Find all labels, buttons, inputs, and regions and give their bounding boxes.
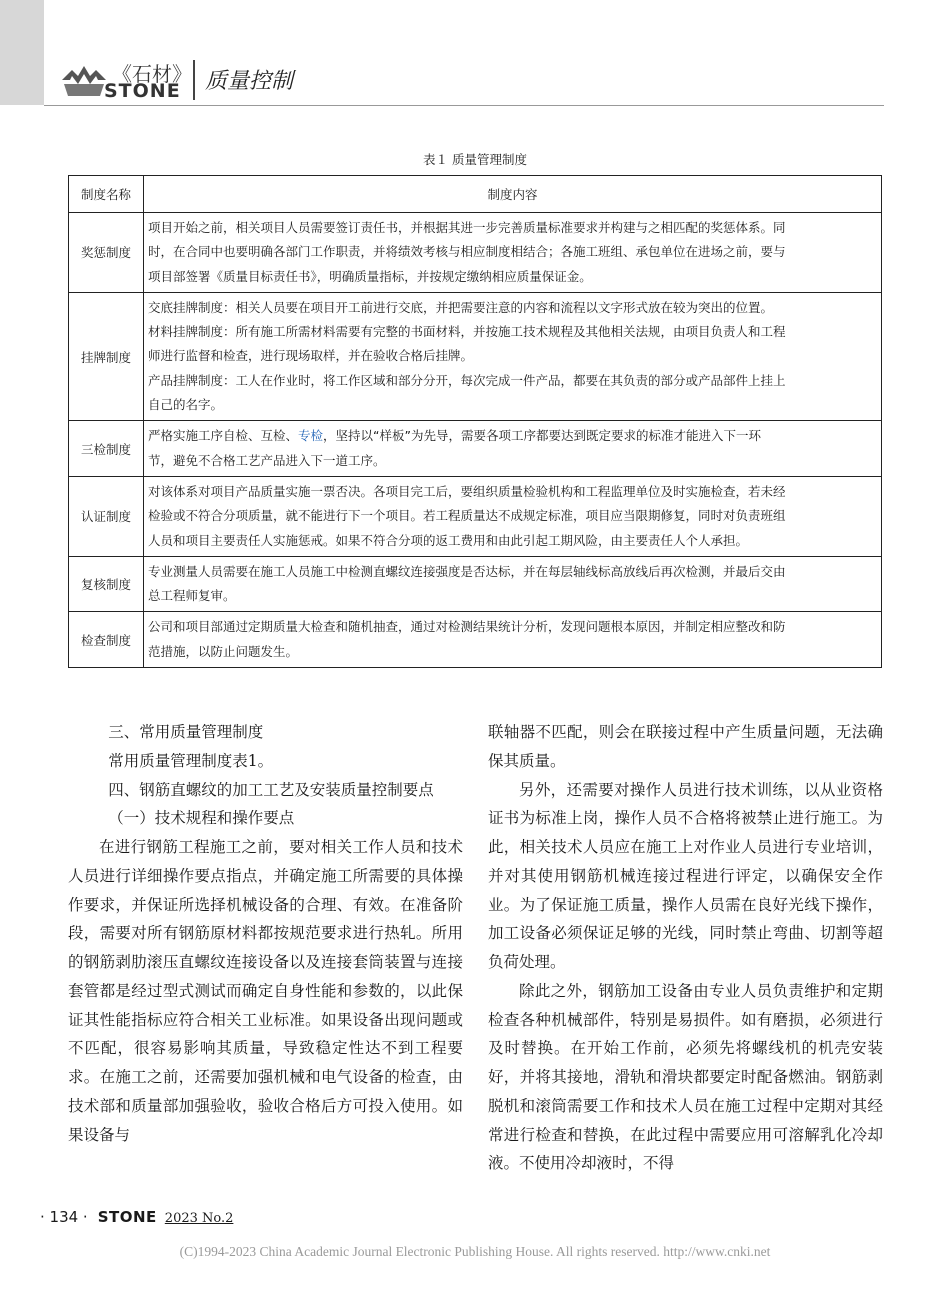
body-column-left [68, 718, 463, 1149]
table-row [69, 612, 882, 668]
content-line: 对该体系对项目产品质量实施一票否决。各项目完工后，要组织质量检验机构和工程监理单位及时实施检查，若未经 [148, 483, 786, 499]
keyword-link[interactable]: 专检 [298, 428, 324, 444]
row-name: 复核制度 [69, 556, 144, 612]
copyright-notice: (C)1994-2023 China Academic Journal Electronic Publishing House. All rights reserved. http://www.cnki.net [179, 1244, 771, 1259]
paragraph: 联轴器不匹配，则会在联接过程中产生质量问题，无法确保其质量。 [488, 723, 883, 770]
row-content [144, 213, 882, 293]
content-line: 项目开始之前，相关项目人员需要签订责任书，并根据其进一步完善质量标准要求并构建与之相匹配的奖惩体系。同 [148, 220, 786, 235]
content-line: 公司和项目部通过定期质量大检查和随机抽查，通过对检测结果统计分析，发现问题根本原因，并制定相应整改和防 [148, 619, 786, 635]
table-row [69, 213, 882, 293]
content-line: 项目部签署《质量目标责任书》，明确质量指标，并按规定缴纳相应质量保证金。 [148, 268, 592, 284]
section-heading: 三、常用质量管理制度 [108, 723, 264, 741]
table-row [69, 421, 882, 477]
paragraph: 除此之外，钢筋加工设备由专业人员负责维护和定期检查各种机械部件，特别是易损件。如有磨损，必须进行及时替换。在开始工作前，必须先将螺线机的机壳安装好，并将其接地，滑轨和滑块都要定时配备燃油。钢筋剥脱机和滚筒需要工作和技术人员在施工过程中定期对其经常进行检查和替换，在此过程中需要应用可溶解乳化冷却液。不使用冷却液时，不得 [488, 981, 883, 1173]
row-content [144, 421, 882, 477]
subsection-heading: （一）技术规程和操作要点 [108, 809, 295, 828]
content-line: 师进行监督和检查，进行现场取样，并在验收合格后挂牌。 [148, 348, 474, 364]
logo-chinese-title: 《石材》 [112, 62, 192, 86]
row-name: 认证制度 [69, 476, 144, 556]
table-row [69, 292, 882, 420]
row-content [144, 612, 882, 668]
row-content [144, 476, 882, 556]
body-column-right [488, 718, 883, 1178]
footer-journal: STONE [97, 1208, 157, 1226]
section-heading: 四、钢筋直螺纹的加工工艺及安装质量控制要点 [108, 780, 434, 799]
table-row [69, 556, 882, 612]
journal-logo [60, 58, 192, 102]
col-header-content: 制度内容 [144, 176, 882, 213]
row-content [144, 292, 882, 420]
paragraph: 另外，还需要对操作人员进行技术训练，以从业资格证书为标准上岗，操作人员不合格将被禁止进行施工。为此，相关技术人员应在施工上对作业人员进行专业培训，并对其使用钢筋机械连接过程进行评定，以确保安全作业。为了保证施工质量，操作人员需在良好光线下操作，加工设备必须保证足够的光线，同时禁止弯曲、切割等超负荷处理。 [488, 780, 883, 971]
col-header-name: 制度名称 [69, 176, 144, 213]
table-caption: 表１ 质量管理制度 [423, 152, 527, 167]
content-line [148, 424, 877, 448]
paragraph: 常用质量管理制度表1。 [108, 751, 274, 770]
quality-management-table [68, 175, 882, 668]
page-footer [40, 1208, 233, 1226]
content-line: 专业测量人员需要在施工人员施工中检测直螺纹连接强度是否达标，并在每层轴线标高放线后再次检测，并最后交由 [148, 563, 786, 579]
content-line: 交底挂牌制度：相关人员要在项目开工前进行交底，并把需要注意的内容和流程以文字形式放在较为突出的位置。 [148, 299, 774, 315]
content-line: 总工程师复审。 [148, 588, 236, 604]
section-title: 质量控制 [205, 69, 294, 94]
content-line: 节，避免不合格工艺产品进入下一道工序。 [148, 452, 386, 468]
content-line: 时，在合同中也要明确各部门工作职责，并将绩效考核与相应制度相结合；各施工班组、承包单位在进场之前，要与 [148, 244, 786, 260]
header-rule [44, 105, 884, 106]
content-line: 材料挂牌制度：所有施工所需材料需要有完整的书面材料，并按施工技术规程及其他相关法规，由项目负责人和工程 [148, 324, 786, 340]
content-text: 严格实施工序自检、互检、 [148, 428, 299, 444]
header-side-band [0, 0, 44, 105]
row-name: 奖惩制度 [69, 213, 144, 293]
stone-logo-icon [60, 62, 108, 100]
content-line: 检验或不符合分项质量，就不能进行下一个项目。若工程质量达不成规定标准，项目应当限期修复，同时对负责班组 [148, 508, 786, 524]
logo-english-title: STONE [104, 80, 181, 102]
content-line: 人员和项目主要责任人实施惩戒。如果不符合分项的返工费用和由此引起工期风险，由主要责任人个人承担。 [148, 532, 749, 548]
row-name: 挂牌制度 [69, 292, 144, 420]
row-content [144, 556, 882, 612]
content-line: 自己的名字。 [148, 397, 224, 413]
table-row [69, 476, 882, 556]
header-separator [193, 60, 195, 100]
row-name: 检查制度 [69, 612, 144, 668]
table-header-row [69, 176, 882, 213]
content-line: 范措施，以防止问题发生。 [148, 643, 299, 659]
page-number: · 134 · [40, 1208, 88, 1226]
footer-issue: 2023 No.2 [164, 1211, 234, 1226]
content-text: ，坚持以“样板”为先导，需要各项工序都要达到既定要求的标准才能进入下一环 [323, 428, 761, 444]
row-name: 三检制度 [69, 421, 144, 477]
content-line: 产品挂牌制度：工人在作业时，将工作区域和部分分开，每次完成一件产品，都要在其负责的部分或产品部件上挂上 [148, 372, 786, 388]
paragraph: 在进行钢筋工程施工之前，要对相关工作人员和技术人员进行详细操作要点指点，并确定施工所需要的具体操作要求，并保证所选择机械设备的合理、有效。在准备阶段，需要对所有钢筋原材料都按规范要求进行热轧。所用的钢筋剥肋滚压直螺纹连接设备以及连接套筒装置与连接套管都是经过型式测试而确定自身性能和参数的，以此保证其性能指标应符合相关工业标准。如果设备出现问题或不匹配，很容易影响其质量，导致稳定性达不到工程要求。在施工之前，还需要加强机械和电气设备的检查，由技术部和质量部加强验收，验收合格后方可投入使用。如果设备与 [68, 838, 463, 1144]
